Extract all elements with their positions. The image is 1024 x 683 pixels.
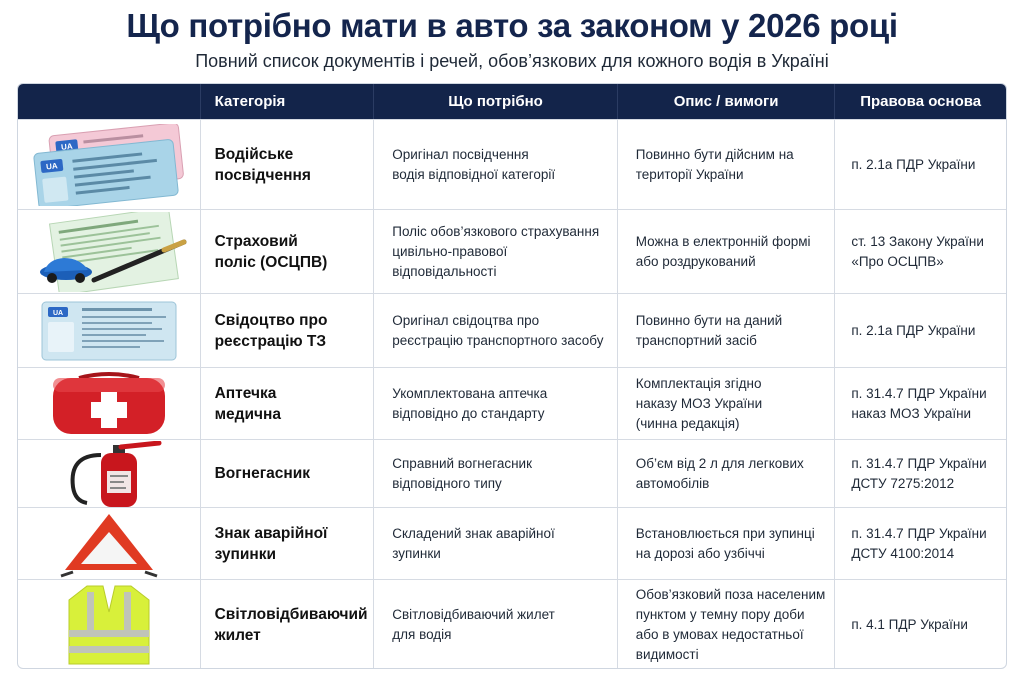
header-description: Опис / вимоги bbox=[618, 84, 836, 119]
license-back-ua: UA bbox=[60, 141, 73, 152]
row-category: Аптечка медична bbox=[214, 384, 282, 423]
first-aid-kit-icon bbox=[18, 368, 201, 439]
page-subtitle: Повний список документів і речей, обов’язкових для кожного водія в Україні bbox=[195, 51, 829, 71]
row-legal: п. 31.4.7 ПДР України ДСТУ 4100:2014 bbox=[851, 525, 987, 561]
header-image-column bbox=[18, 84, 201, 119]
row-required: Укомплектована аптечка відповідно до стандарту bbox=[392, 385, 548, 421]
insurance-policy-icon bbox=[18, 210, 201, 293]
row-category: Вогнегасник bbox=[214, 465, 311, 482]
row-category: Знак аварійної зупинки bbox=[214, 524, 328, 563]
requirements-table bbox=[17, 83, 1007, 669]
table-header bbox=[18, 84, 1006, 119]
table-row bbox=[18, 293, 1006, 367]
row-category: Світловідбиваючий жилет bbox=[214, 605, 368, 644]
row-required: Оригінал свідоцтва про реєстрацію транспортного засобу bbox=[392, 312, 604, 348]
header-category: Категорія bbox=[201, 84, 375, 119]
table-row bbox=[18, 579, 1006, 669]
row-required: Світловідбиваючий жилет для водія bbox=[392, 606, 555, 642]
row-category: Свідоцтво про реєстрацію ТЗ bbox=[214, 311, 328, 350]
row-required: Справний вогнегасник відповідного типу bbox=[392, 455, 532, 491]
row-description: Повинно бути дійсним на території України bbox=[635, 146, 794, 182]
header-required: Що потрібно bbox=[374, 84, 618, 119]
page-header bbox=[0, 0, 1024, 76]
page-title: Що потрібно мати в авто за законом у 2026 році bbox=[126, 7, 898, 44]
reflective-vest-icon bbox=[18, 580, 201, 669]
table-row bbox=[18, 367, 1006, 439]
row-required: Оригінал посвідчення водія відповідної категорії bbox=[392, 146, 556, 182]
row-legal: п. 4.1 ПДР України bbox=[851, 616, 968, 632]
table-row bbox=[18, 507, 1006, 579]
row-required: Складений знак аварійної зупинки bbox=[392, 525, 555, 561]
row-description: Можна в електронній формі або роздрукований bbox=[635, 233, 811, 269]
row-legal: п. 31.4.7 ПДР України ДСТУ 7275:2012 bbox=[851, 455, 987, 491]
table-row bbox=[18, 209, 1006, 293]
license-front-ua: UA bbox=[45, 160, 58, 172]
row-legal: ст. 13 Закону України «Про ОСЦПВ» bbox=[851, 233, 984, 269]
row-legal: п. 2.1а ПДР України bbox=[851, 156, 976, 172]
row-category: Водійське посвідчення bbox=[214, 145, 311, 184]
row-legal: п. 2.1а ПДР України bbox=[851, 322, 976, 338]
table-row bbox=[18, 119, 1006, 209]
row-description: Повинно бути на даний транспортний засіб bbox=[635, 312, 783, 348]
row-category: Страховий поліс (ОСЦПВ) bbox=[214, 232, 328, 271]
registration-certificate-icon bbox=[18, 294, 201, 367]
table-row bbox=[18, 439, 1006, 507]
row-legal: п. 31.4.7 ПДР України наказ МОЗ України bbox=[851, 385, 987, 421]
header-legal: Правова основа bbox=[860, 93, 982, 110]
warning-triangle-icon bbox=[18, 508, 201, 579]
row-required: Поліс обов’язкового страхування цивільно-правової відповідальності bbox=[392, 223, 600, 279]
registration-ua: UA bbox=[52, 309, 63, 317]
row-description: Обов’язковий поза населеним пунктом у темну пору доби або в умовах недостатньої видимості bbox=[635, 586, 826, 662]
driver-license-icon bbox=[18, 120, 201, 209]
row-description: Встановлюється при зупинці на дорозі або узбіччі bbox=[635, 525, 815, 561]
row-description: Комплектація згідно наказу МОЗ України (чинна редакція) bbox=[635, 375, 763, 431]
row-description: Об’єм від 2 л для легкових автомобілів bbox=[635, 455, 804, 491]
fire-extinguisher-icon bbox=[18, 440, 201, 507]
